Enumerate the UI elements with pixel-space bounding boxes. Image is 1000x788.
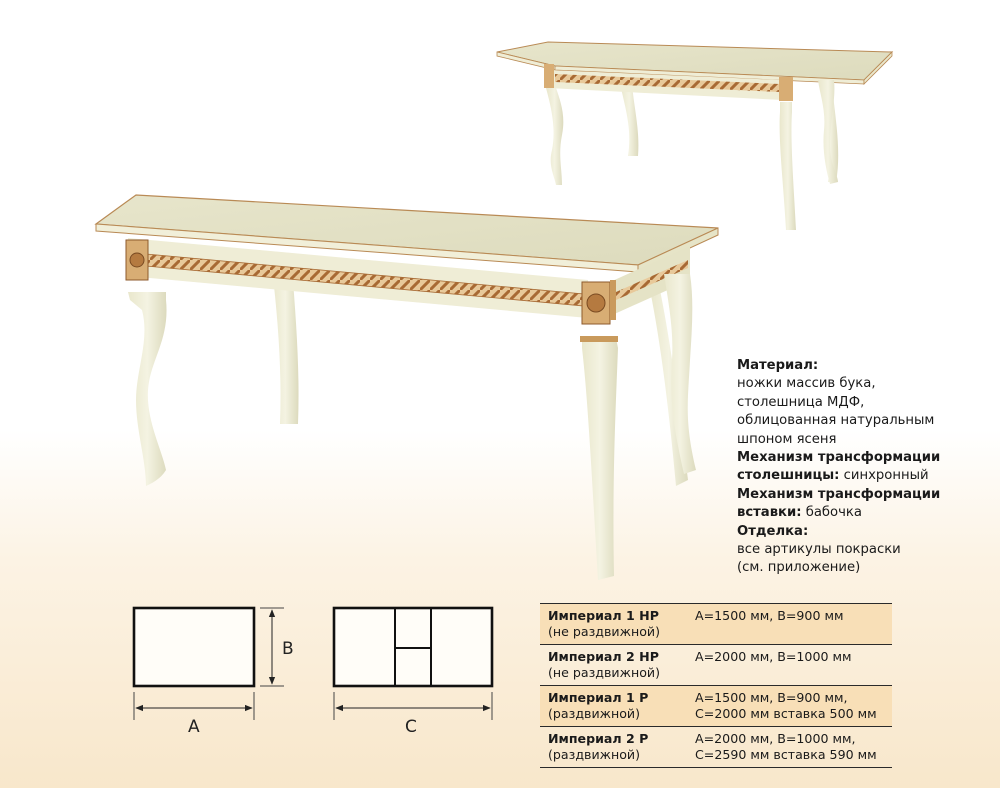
model-dims: С=2590 мм вставка 590 мм xyxy=(695,747,877,762)
model-dims: А=2000 мм, В=1000 мм xyxy=(695,649,852,664)
extended-table-photo xyxy=(497,42,892,230)
mechanism-insert-value: бабочка xyxy=(801,505,862,521)
model-dims: А=2000 мм, В=1000 мм, xyxy=(695,731,856,746)
mechanism-insert-row: вставки: бабочка xyxy=(737,505,862,521)
finish-label: Отделка: xyxy=(737,523,809,539)
dims-cell xyxy=(689,727,892,768)
model-dims: С=2000 мм вставка 500 мм xyxy=(695,706,877,721)
material-line: ножки массив бука, xyxy=(737,376,876,392)
finish-line: (см. приложение) xyxy=(737,560,861,576)
model-note: (не раздвижной) xyxy=(548,624,661,639)
extending-table-diagram xyxy=(334,608,492,737)
model-note: (не раздвижной) xyxy=(548,665,661,680)
model-name: Империал 1 НР xyxy=(548,608,659,623)
model-name: Империал 2 Р xyxy=(548,731,649,746)
dimension-label-a: A xyxy=(188,717,200,737)
material-line: шпоном ясеня xyxy=(737,431,837,447)
material-label: Материал: xyxy=(737,358,819,373)
model-dims: А=1500 мм, В=900 мм, xyxy=(695,690,848,705)
model-cell xyxy=(540,686,689,727)
table-row xyxy=(540,686,892,727)
dims-cell xyxy=(689,645,892,686)
mechanism-top-label: Механизм трансформации xyxy=(737,450,941,466)
models-table xyxy=(540,603,892,768)
model-cell xyxy=(540,604,689,645)
mechanism-top-value: синхронный xyxy=(839,468,929,484)
dims-cell xyxy=(689,604,892,645)
model-name: Империал 1 Р xyxy=(548,690,649,705)
model-name: Империал 2 НР xyxy=(548,649,659,664)
material-spec xyxy=(737,357,997,578)
table-row xyxy=(540,727,892,768)
model-cell xyxy=(540,727,689,768)
mechanism-top-row: столешницы: синхронный xyxy=(737,468,929,484)
dims-cell xyxy=(689,686,892,727)
finish-line: все артикулы покраски xyxy=(737,542,901,558)
material-line: облицованная натуральным xyxy=(737,413,935,429)
table-row xyxy=(540,645,892,686)
model-cell xyxy=(540,645,689,686)
material-line: столешница МДФ, xyxy=(737,394,865,410)
fixed-table-diagram xyxy=(134,608,294,737)
model-dims: А=1500 мм, В=900 мм xyxy=(695,608,844,623)
model-note: (раздвижной) xyxy=(548,747,641,762)
dimension-label-c: C xyxy=(405,717,417,737)
mechanism-insert-label: Механизм трансформации xyxy=(737,486,941,502)
dimension-diagrams xyxy=(120,596,510,746)
dimension-label-b: B xyxy=(282,639,294,659)
table-row xyxy=(540,604,892,645)
model-note: (раздвижной) xyxy=(548,706,641,721)
main-table-photo xyxy=(96,195,718,580)
